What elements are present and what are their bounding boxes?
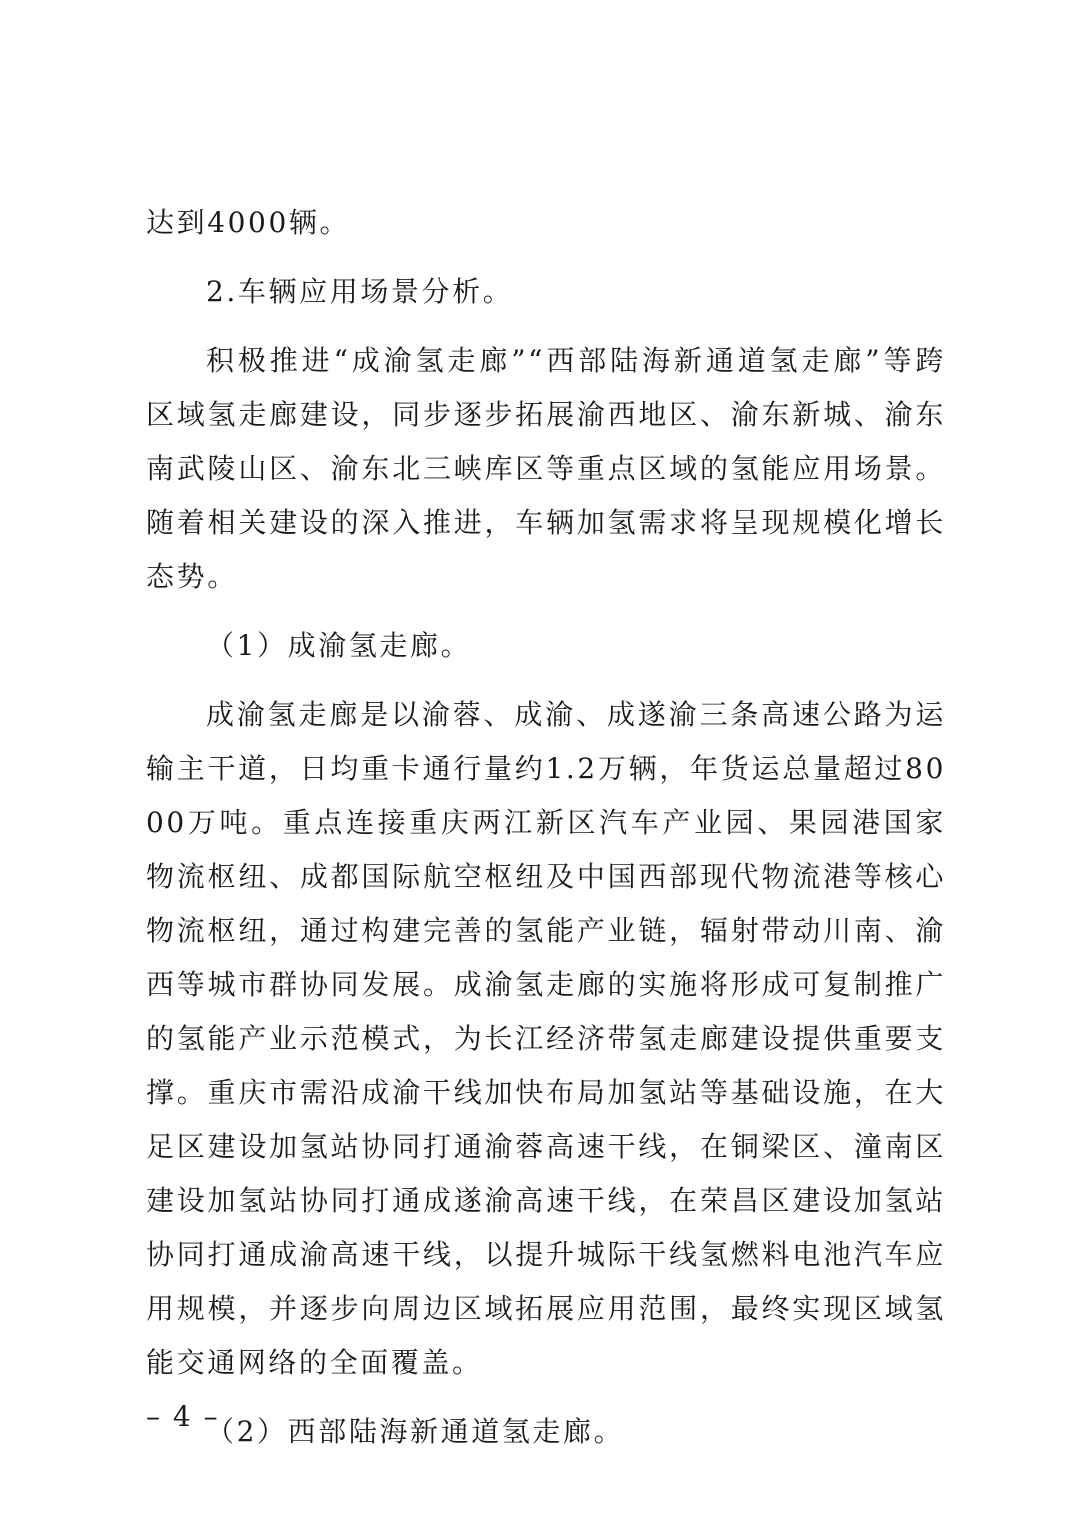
paragraph-chengyu-corridor: 成渝氢走廊是以渝蓉、成渝、成遂渝三条高速公路为运输主干道，日均重卡通行量约1.2万辆，年货运总量超过8000万吨。重点连接重庆两江新区汽车产业园、果园港国家物流枢纽、成都国际航空枢纽及中国西部现代物流港等核心物流枢纽，通过构建完善的氢能产业链，辐射带动川南、渝西等城市群协同发展。成渝氢走廊的实施将形成可复制推广的氢能产业示范模式，为长江经济带氢走廊建设提供重要支撑。重庆市需沿成渝干线加快布局加氢站等基础设施，在大足区建设加氢站协同打通渝蓉高速干线，在铜梁区、潼南区建设加氢站协同打通成遂渝高速干线，在荣昌区建设加氢站协同打通成渝高速干线，以提升城际干线氢燃料电池汽车应用规模，并逐步向周边区域拓展应用范围，最终实现区域氢能交通网络的全面覆盖。	[146, 698, 946, 1379]
document-body	[146, 196, 946, 1459]
subheading-western-land-sea-corridor: （2）西部陆海新通道氢走廊。	[206, 1415, 625, 1448]
page-number: – 4 –	[146, 1400, 220, 1433]
section-heading-vehicle-scenarios: 2.车辆应用场景分析。	[206, 275, 514, 308]
subheading-chengyu-corridor: （1）成渝氢走廊。	[206, 629, 472, 662]
paragraph-continuation: 达到4000辆。	[146, 206, 351, 239]
paragraph-hydrogen-corridors: 积极推进“成渝氢走廊”“西部陆海新通道氢走廊”等跨区域氢走廊建设，同步逐步拓展渝西地区、渝东新城、渝东南武陵山区、渝东北三峡库区等重点区域的氢能应用场景。随着相关建设的深入推进，车辆加氢需求将呈现规模化增长态势。	[146, 344, 946, 593]
